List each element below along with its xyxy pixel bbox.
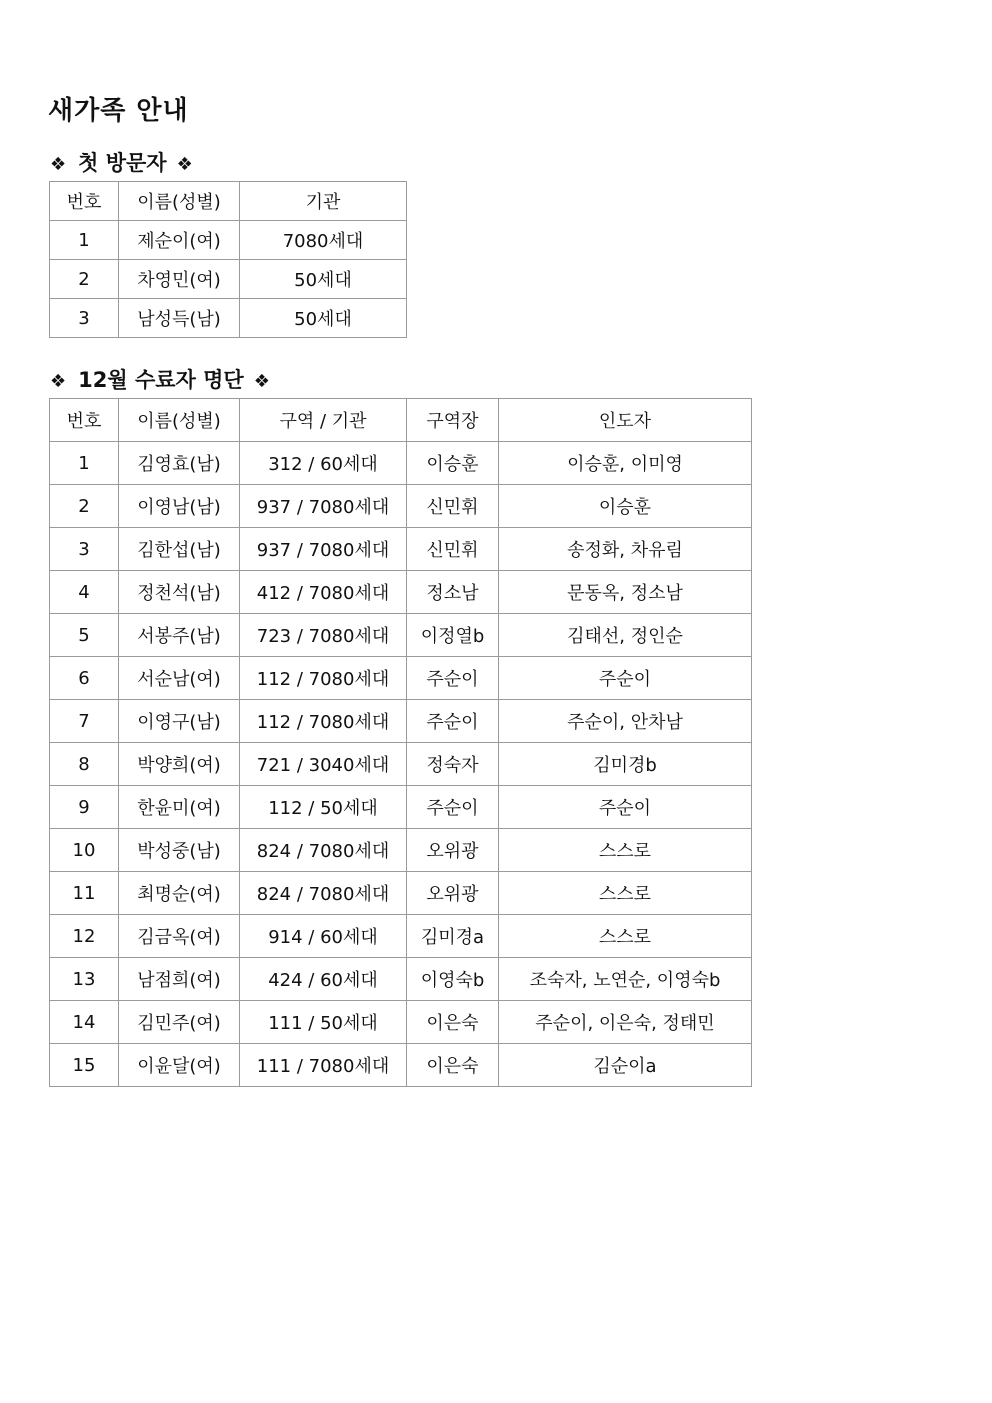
cell-zone-org: 723 / 7080세대 [240,614,407,657]
cell-leader: 이승훈 [407,442,499,485]
cell-zone-org: 112 / 7080세대 [240,700,407,743]
cell-guide: 이승훈 [499,485,752,528]
cell-leader: 주순이 [407,657,499,700]
cell-zone-org: 824 / 7080세대 [240,829,407,872]
cell-guide: 김태선, 정인순 [499,614,752,657]
table-row [50,872,752,915]
cell-name: 남점희(여) [119,958,240,1001]
cell-leader: 오위광 [407,829,499,872]
table-row [50,958,752,1001]
table-row [50,915,752,958]
cell-name: 정천석(남) [119,571,240,614]
cell-number: 5 [50,614,119,657]
cell-name: 최명순(여) [119,872,240,915]
cell-guide: 주순이, 이은숙, 정태민 [499,1001,752,1044]
cell-name: 김민주(여) [119,1001,240,1044]
cell-name: 김영효(남) [119,442,240,485]
column-header-org: 기관 [240,182,407,221]
cell-name: 서봉주(남) [119,614,240,657]
table-row [50,442,752,485]
cell-zone-org: 937 / 7080세대 [240,528,407,571]
cell-name: 한윤미(여) [119,786,240,829]
cell-guide: 김미경b [499,743,752,786]
cell-name: 남성득(남) [119,299,240,338]
cell-name: 김금옥(여) [119,915,240,958]
cell-zone-org: 914 / 60세대 [240,915,407,958]
cell-number: 15 [50,1044,119,1087]
cell-zone-org: 312 / 60세대 [240,442,407,485]
cell-number: 10 [50,829,119,872]
first-visitors-heading [50,147,193,177]
cell-leader: 오위광 [407,872,499,915]
page-title: 새가족 안내 [48,96,189,126]
cell-name: 김한섭(남) [119,528,240,571]
cell-leader: 신민휘 [407,528,499,571]
cell-guide: 문동옥, 정소남 [499,571,752,614]
cell-leader: 김미경a [407,915,499,958]
cell-org: 7080세대 [240,221,407,260]
cell-guide: 주순이, 안차남 [499,700,752,743]
cell-zone-org: 721 / 3040세대 [240,743,407,786]
cell-number: 8 [50,743,119,786]
cell-leader: 주순이 [407,700,499,743]
cell-name: 박성중(남) [119,829,240,872]
cell-zone-org: 111 / 7080세대 [240,1044,407,1087]
column-header-number: 번호 [50,182,119,221]
cell-leader: 주순이 [407,786,499,829]
column-header-guide: 인도자 [499,399,752,442]
column-header-zone-org: 구역 / 기관 [240,399,407,442]
diamond-ornament-icon: ❖ [50,154,67,175]
graduates-table [49,398,752,1087]
cell-name: 서순남(여) [119,657,240,700]
first-visitors-table [49,181,407,338]
table-row [50,260,407,299]
cell-number: 9 [50,786,119,829]
cell-number: 6 [50,657,119,700]
cell-number: 3 [50,299,119,338]
table-row [50,221,407,260]
table-row [50,571,752,614]
table-header-row [50,182,407,221]
graduates-heading-text: 12월 수료자 명단 [78,368,244,392]
table-row [50,700,752,743]
table-row [50,743,752,786]
cell-number: 11 [50,872,119,915]
table-row [50,614,752,657]
first-visitors-heading-text: 첫 방문자 [78,151,167,175]
table-row [50,528,752,571]
table-row [50,657,752,700]
cell-guide: 주순이 [499,786,752,829]
cell-org: 50세대 [240,260,407,299]
cell-guide: 이승훈, 이미영 [499,442,752,485]
cell-name: 제순이(여) [119,221,240,260]
cell-name: 이영남(남) [119,485,240,528]
cell-number: 3 [50,528,119,571]
cell-number: 14 [50,1001,119,1044]
table-row [50,1044,752,1087]
cell-guide: 김순이a [499,1044,752,1087]
diamond-ornament-icon: ❖ [253,371,270,392]
cell-guide: 스스로 [499,915,752,958]
cell-zone-org: 412 / 7080세대 [240,571,407,614]
cell-leader: 정소남 [407,571,499,614]
cell-zone-org: 824 / 7080세대 [240,872,407,915]
cell-number: 7 [50,700,119,743]
table-header-row [50,399,752,442]
cell-number: 4 [50,571,119,614]
cell-leader: 이정열b [407,614,499,657]
cell-zone-org: 937 / 7080세대 [240,485,407,528]
cell-guide: 스스로 [499,872,752,915]
cell-number: 2 [50,260,119,299]
cell-leader: 이은숙 [407,1001,499,1044]
cell-name: 박양희(여) [119,743,240,786]
cell-zone-org: 424 / 60세대 [240,958,407,1001]
diamond-ornament-icon: ❖ [176,154,193,175]
cell-number: 1 [50,442,119,485]
cell-guide: 스스로 [499,829,752,872]
cell-number: 1 [50,221,119,260]
cell-number: 13 [50,958,119,1001]
table-row [50,485,752,528]
cell-guide: 조숙자, 노연순, 이영숙b [499,958,752,1001]
cell-zone-org: 112 / 50세대 [240,786,407,829]
cell-number: 12 [50,915,119,958]
cell-leader: 정숙자 [407,743,499,786]
cell-guide: 주순이 [499,657,752,700]
table-row [50,1001,752,1044]
diamond-ornament-icon: ❖ [50,371,67,392]
cell-leader: 이은숙 [407,1044,499,1087]
cell-org: 50세대 [240,299,407,338]
column-header-name: 이름(성별) [119,182,240,221]
cell-name: 이윤달(여) [119,1044,240,1087]
table-row [50,829,752,872]
column-header-number: 번호 [50,399,119,442]
cell-zone-org: 111 / 50세대 [240,1001,407,1044]
cell-zone-org: 112 / 7080세대 [240,657,407,700]
column-header-leader: 구역장 [407,399,499,442]
cell-name: 차영민(여) [119,260,240,299]
cell-leader: 이영숙b [407,958,499,1001]
table-row [50,299,407,338]
graduates-heading [50,364,270,394]
cell-name: 이영구(남) [119,700,240,743]
cell-number: 2 [50,485,119,528]
cell-leader: 신민휘 [407,485,499,528]
column-header-name: 이름(성별) [119,399,240,442]
cell-guide: 송정화, 차유림 [499,528,752,571]
table-row [50,786,752,829]
